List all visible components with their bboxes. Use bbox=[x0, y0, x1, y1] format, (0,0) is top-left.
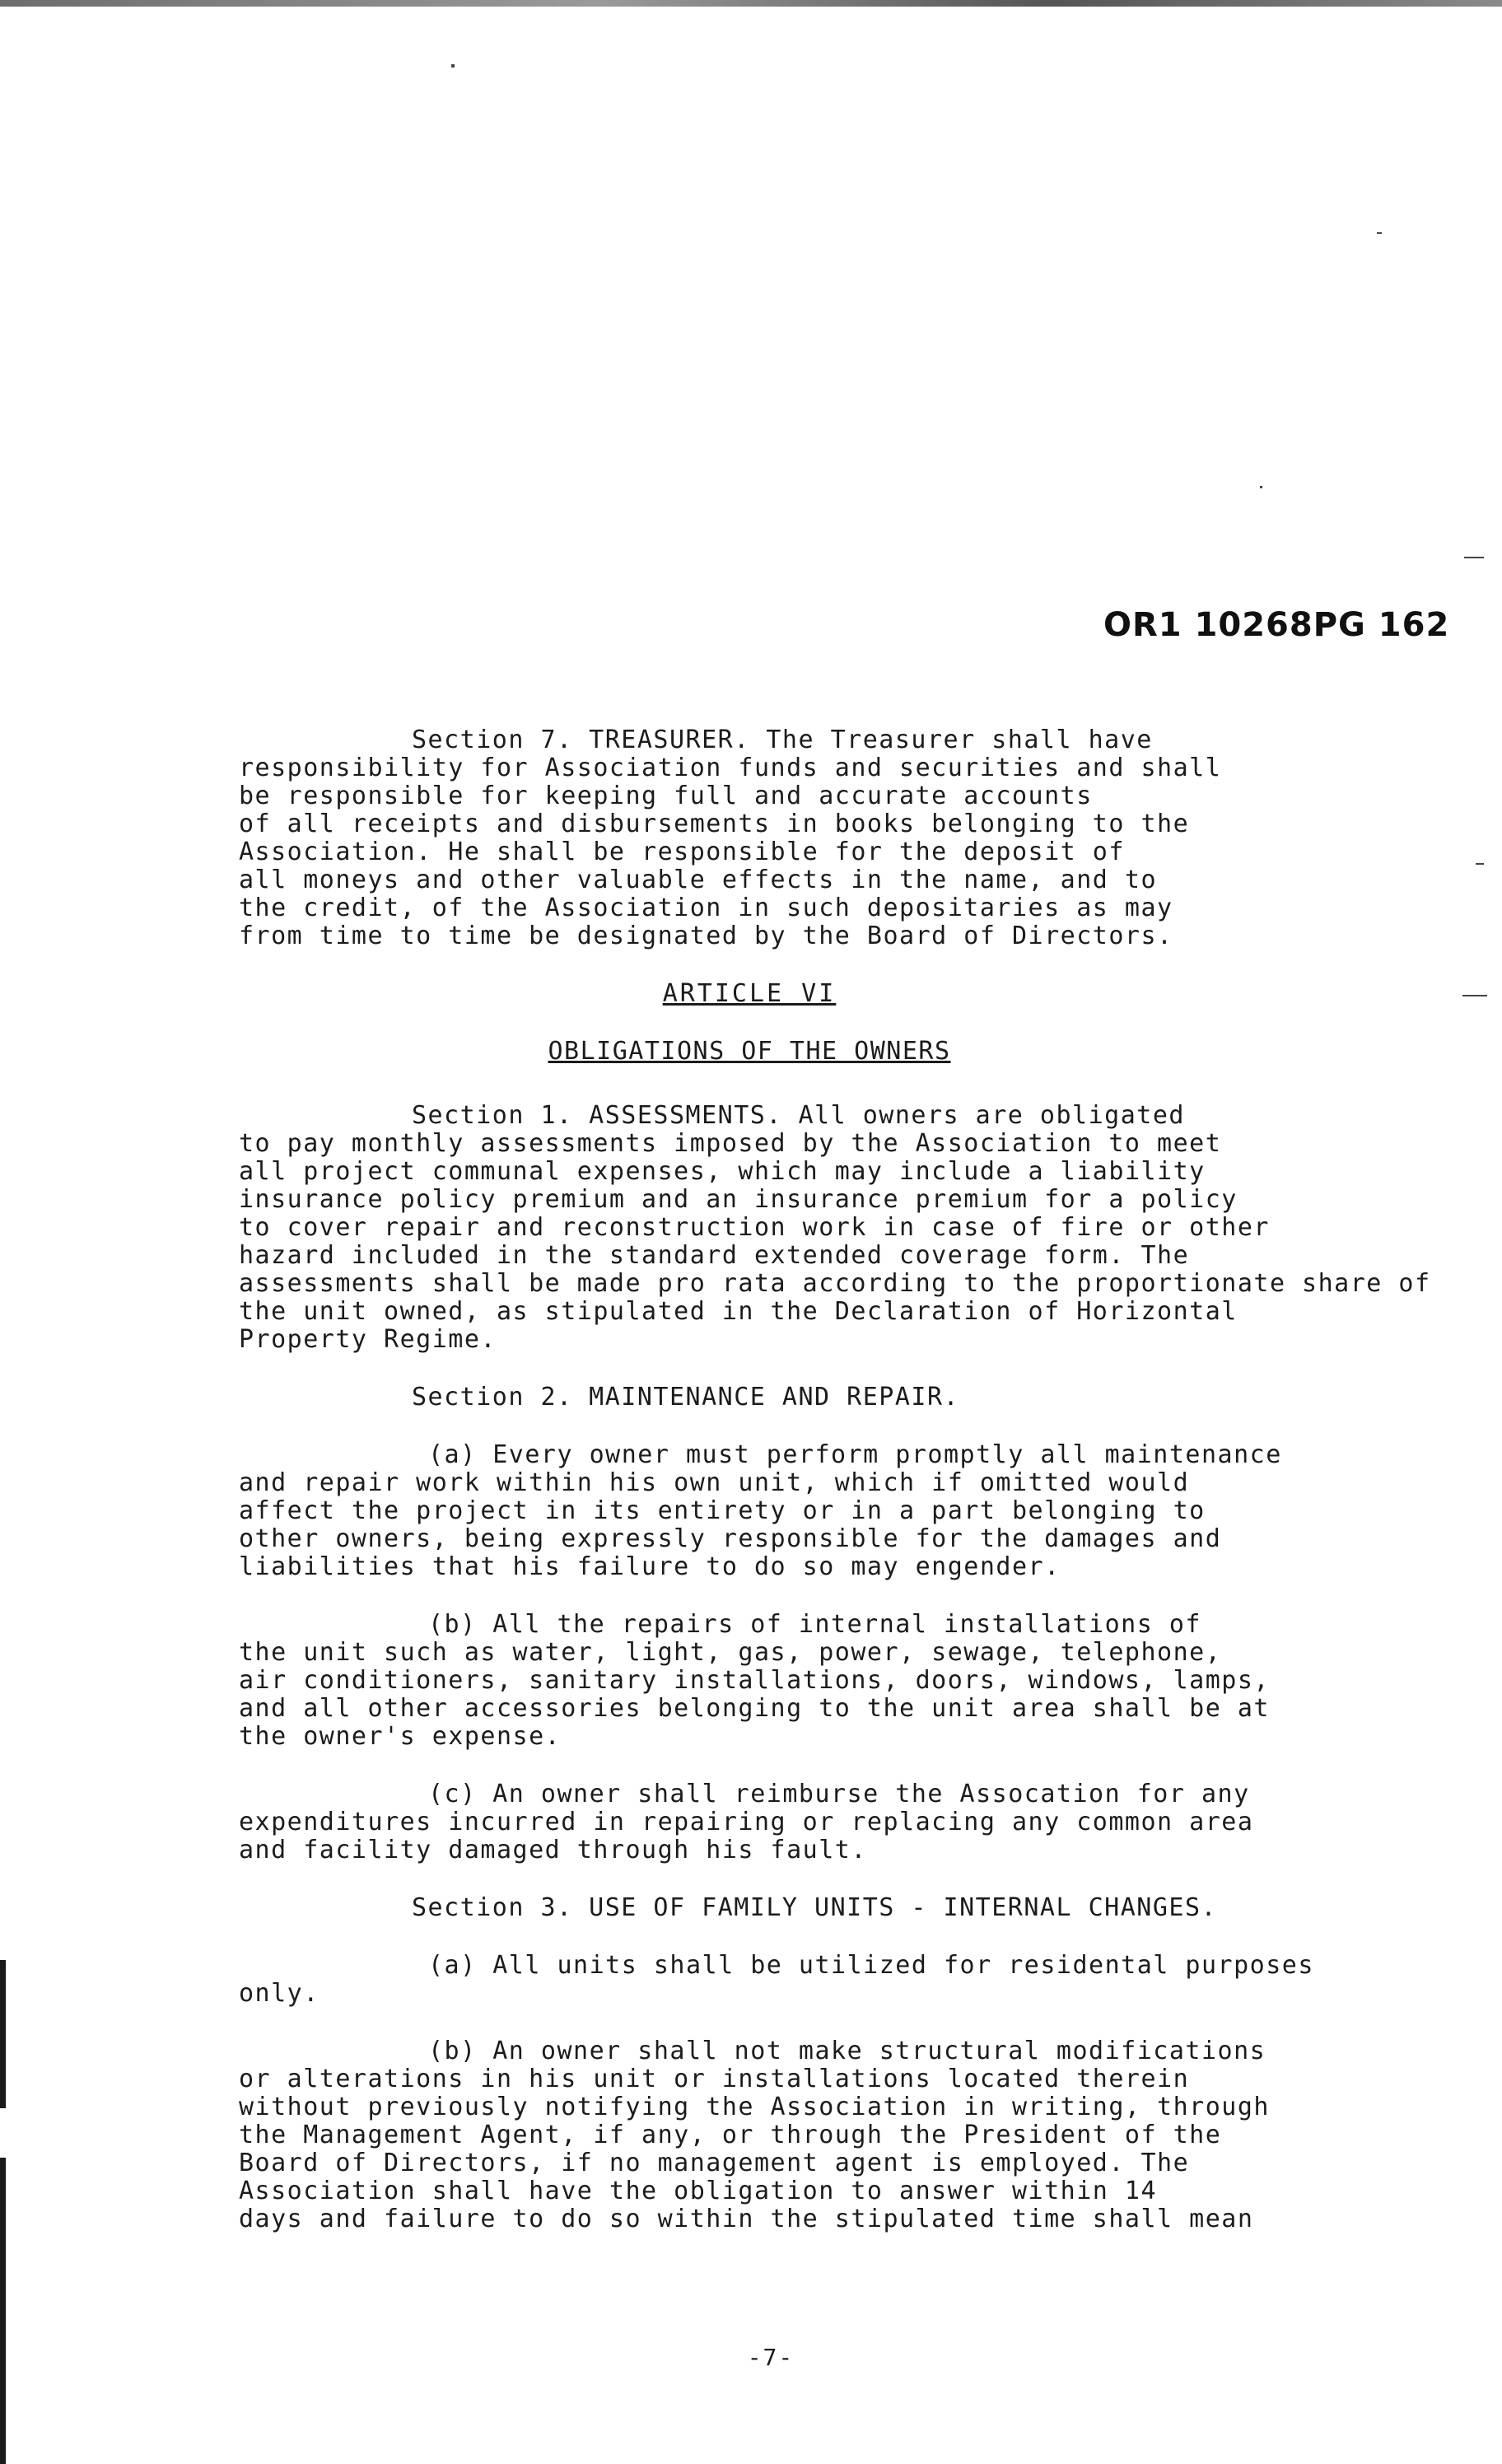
article-title: OBLIGATIONS OF THE OWNERS bbox=[548, 1037, 951, 1066]
section-2-b-line: and all other accessories belonging to the unit area shall be at bbox=[239, 1694, 1270, 1723]
section-7-line: from time to time be designated by the Board of Directors. bbox=[239, 922, 1173, 950]
section-7-line: the credit, of the Association in such depositaries as may bbox=[239, 894, 1173, 922]
section-2-c-line: and facility damaged through his fault. bbox=[239, 1836, 867, 1864]
official-records-book-page: OR1 10268PG 162 bbox=[1103, 606, 1450, 644]
section-2-b-line: air conditioners, sanitary installations, doors, windows, lamps, bbox=[239, 1666, 1270, 1695]
section-2-a-line: other owners, being expressly responsible for the damages and bbox=[239, 1524, 1222, 1553]
section-7-treasurer bbox=[239, 726, 1425, 950]
article-number: ARTICLE VI bbox=[662, 979, 837, 1008]
section-3-b-line: Association shall have the obligation to answer within 14 bbox=[239, 2177, 1158, 2205]
section-2-a-line: liabilities that his failure to do so may engender. bbox=[239, 1552, 1061, 1581]
section-2-title: Section 2. MAINTENANCE AND REPAIR. bbox=[412, 1383, 960, 1412]
section-2-b-line: the owner's expense. bbox=[239, 1722, 562, 1751]
section-2-c bbox=[239, 1780, 1425, 1864]
section-7-line: of all receipts and disbursements in books belonging to the bbox=[239, 810, 1190, 838]
section-7-line: all moneys and other valuable effects in the name, and to bbox=[239, 866, 1158, 894]
scan-speck bbox=[1377, 232, 1382, 234]
section-7-line: Association. He shall be responsible for the deposit of bbox=[239, 838, 1125, 866]
scan-speck bbox=[1462, 995, 1487, 996]
section-3-b-line: (b) An owner shall not make structural modifications bbox=[428, 2037, 1266, 2065]
section-3-a bbox=[239, 1952, 1425, 2008]
section-3-heading bbox=[239, 1894, 1425, 1922]
section-3-a-line: only. bbox=[239, 1979, 320, 2008]
section-3-b-line: the Management Agent, if any, or through the President of the bbox=[239, 2121, 1222, 2149]
scan-left-edge-mark bbox=[0, 2158, 6, 2464]
section-1-line: insurance policy premium and an insurance premium for a policy bbox=[239, 1185, 1238, 1214]
section-1-line: to cover repair and reconstruction work in case of fire or other bbox=[239, 1213, 1270, 1242]
section-3-title: Section 3. USE OF FAMILY UNITS - INTERNAL CHANGES. bbox=[412, 1893, 1218, 1922]
section-2-a-line: affect the project in its entirety or in a part belonging to bbox=[239, 1496, 1206, 1525]
section-1-line: assessments shall be made pro rata according to the proportionate share of bbox=[239, 1269, 1431, 1298]
section-3-b-line: without previously notifying the Association in writing, through bbox=[239, 2093, 1270, 2121]
section-3-b-line: Board of Directors, if no management agent is employed. The bbox=[239, 2149, 1190, 2177]
section-2-b-line: (b) All the repairs of internal installations of bbox=[428, 1610, 1201, 1639]
section-1-line: all project communal expenses, which may include a liability bbox=[239, 1157, 1206, 1186]
document-body bbox=[239, 726, 1431, 2263]
scan-speck bbox=[1476, 863, 1484, 865]
section-2-a-line: (a) Every owner must perform promptly all maintenance bbox=[428, 1440, 1282, 1469]
section-7-line: be responsible for keeping full and accurate accounts bbox=[239, 782, 1093, 810]
section-7-line: Section 7. TREASURER. The Treasurer shall have bbox=[412, 726, 1153, 754]
section-2-c-line: (c) An owner shall reimburse the Assocation for any bbox=[428, 1780, 1250, 1808]
section-1-line: hazard included in the standard extended coverage form. The bbox=[239, 1241, 1190, 1270]
section-2-c-line: expenditures incurred in repairing or replacing any common area bbox=[239, 1808, 1254, 1836]
section-2-b-line: the unit such as water, light, gas, power, sewage, telephone, bbox=[239, 1638, 1222, 1667]
section-2-a-line: and repair work within his own unit, which if omitted would bbox=[239, 1468, 1190, 1497]
scan-left-edge-mark bbox=[0, 1960, 6, 2108]
section-2-b bbox=[239, 1611, 1425, 1751]
scan-speck bbox=[1464, 557, 1484, 558]
scan-speck bbox=[1260, 486, 1262, 488]
section-1-line: the unit owned, as stipulated in the Declaration of Horizontal bbox=[239, 1297, 1238, 1326]
page-number: -7- bbox=[747, 2344, 795, 2371]
scan-top-edge bbox=[0, 0, 1502, 7]
scan-speck bbox=[451, 64, 455, 68]
section-2-a bbox=[239, 1441, 1425, 1581]
section-3-a-line: (a) All units shall be utilized for residental purposes bbox=[428, 1951, 1314, 1980]
section-2-heading bbox=[239, 1384, 1425, 1412]
section-3-b-line: or alterations in his unit or installations located therein bbox=[239, 2065, 1190, 2093]
section-1-assessments bbox=[239, 1101, 1431, 1354]
section-1-line: Section 1. ASSESSMENTS. All owners are obligated bbox=[412, 1101, 1185, 1130]
section-3-b bbox=[239, 2037, 1425, 2233]
section-7-line: responsibility for Association funds and securities and shall bbox=[239, 754, 1222, 782]
section-3-b-line: days and failure to do so within the stipulated time shall mean bbox=[239, 2205, 1254, 2233]
section-1-line: Property Regime. bbox=[239, 1325, 497, 1354]
section-1-line: to pay monthly assessments imposed by the Association to meet bbox=[239, 1129, 1222, 1158]
